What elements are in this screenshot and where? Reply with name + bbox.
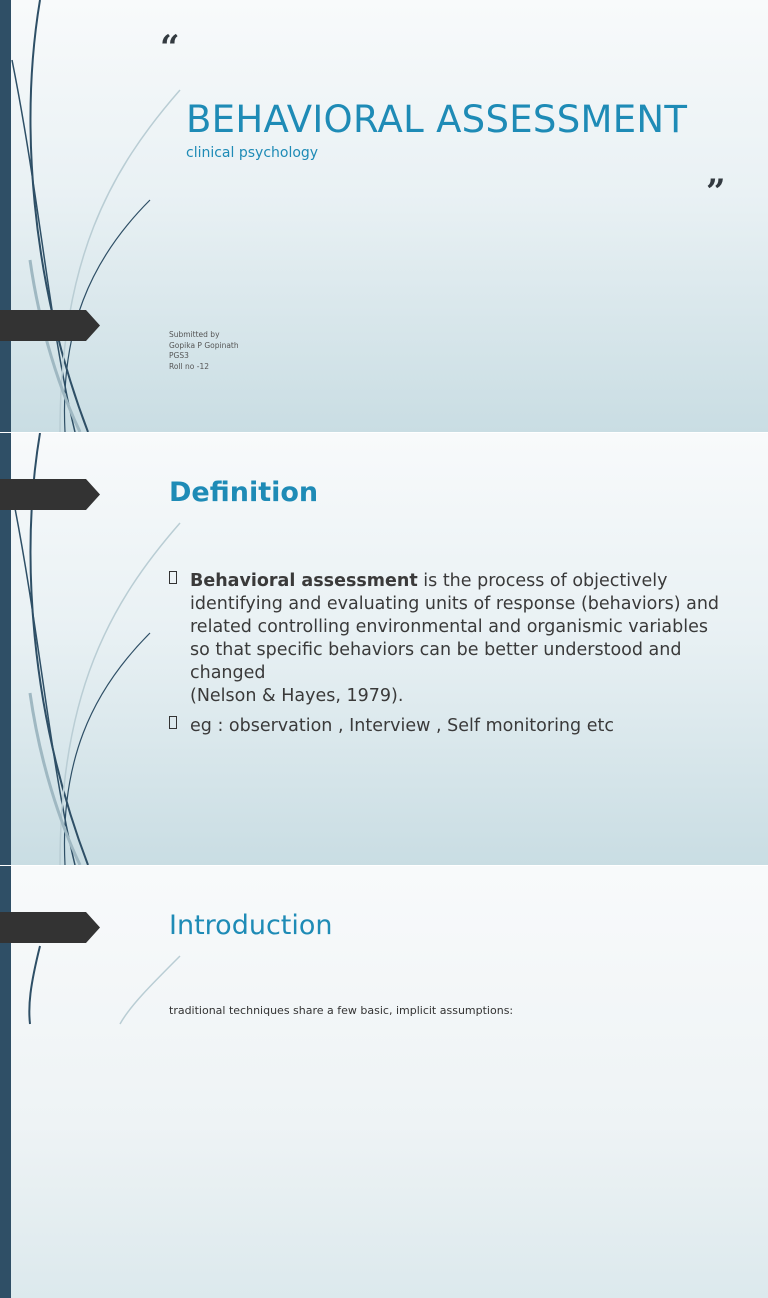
bullet-text: is the process of objectively identifying and evaluating units of response (behaviors) and related controlling environmental and organismic variables so that specific behaviors can be better understood and changed (190, 571, 720, 683)
list-item (169, 715, 729, 738)
submitter-roll: Roll no -12 (169, 361, 209, 371)
submitted-by-block (169, 330, 239, 372)
bullet-box-icon (169, 716, 177, 729)
list-item (169, 570, 729, 708)
presentation-subtitle: clinical psychology (186, 145, 319, 161)
arrow-tab (0, 310, 100, 341)
bullet-citation: (Nelson & Hayes, 1979). (190, 686, 404, 706)
bullet-text: eg : observation , Interview , Self monitoring etc (190, 716, 614, 736)
slide-introduction (0, 866, 768, 1298)
introduction-heading: Introduction (169, 910, 333, 941)
definition-heading: Definition (169, 477, 319, 508)
bullet-bold-term: Behavioral assessment (190, 571, 418, 591)
definition-bullet-list (169, 570, 729, 745)
close-quote-mark: ” (706, 172, 726, 212)
presentation-title: BEHAVIORAL ASSESSMENT (186, 98, 688, 141)
submitter-name: Gopika P Gopinath (169, 340, 239, 350)
bullet-box-icon (169, 571, 177, 584)
open-quote-mark: “ (160, 28, 180, 68)
submitter-class: PGS3 (169, 351, 189, 360)
arrow-tab (0, 479, 100, 510)
slide-title (0, 0, 768, 432)
arrow-tab (0, 912, 100, 943)
submitted-label: Submitted by (169, 330, 220, 339)
introduction-text: traditional techniques share a few basic, implicit assumptions: (169, 1004, 514, 1017)
